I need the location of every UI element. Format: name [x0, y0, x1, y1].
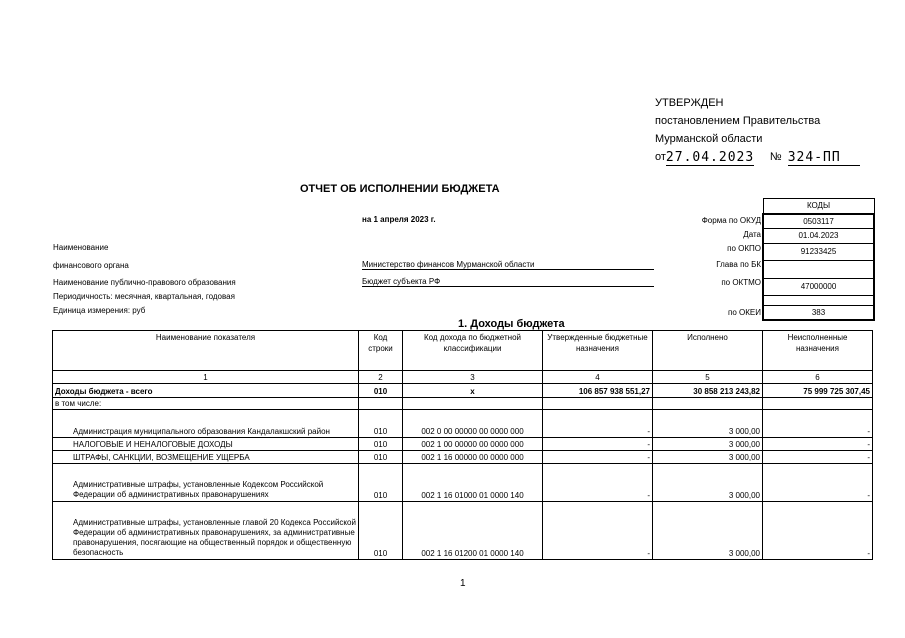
- row-name: НАЛОГОВЫЕ И НЕНАЛОГОВЫЕ ДОХОДЫ: [53, 438, 359, 451]
- row-kbk: 002 1 00 00000 00 0000 000: [403, 438, 543, 451]
- row-kbk: x: [403, 384, 543, 398]
- code-date: 01.04.2023: [763, 229, 874, 244]
- approval-from-label: от: [655, 151, 666, 163]
- row-unexecuted: -: [763, 464, 873, 502]
- codes-table: [762, 198, 875, 321]
- header-kbk: Код дохода по бюджетной классификации: [403, 331, 543, 371]
- code-okei: 383: [763, 305, 874, 320]
- label-glava: Глава по БК: [716, 260, 761, 269]
- approval-number-label: №: [769, 151, 782, 163]
- row-code: 010: [359, 384, 403, 398]
- row-approved: [543, 398, 653, 410]
- approval-number: 324-ПП: [788, 150, 860, 166]
- row-unexecuted: [763, 398, 873, 410]
- approval-block: [655, 94, 860, 166]
- row-kbk: 002 1 16 01000 01 0000 140: [403, 464, 543, 502]
- label-name: Наименование: [53, 243, 109, 252]
- row-code: 010: [359, 502, 403, 560]
- row-approved: 106 857 938 551,27: [543, 384, 653, 398]
- row-name: Администрация муниципального образования Кандалакшский район: [53, 410, 359, 438]
- approval-date: 27.04.2023: [665, 150, 755, 165]
- label-fin-org: финансового органа: [53, 261, 129, 270]
- label-periodicity: Периодичность: месячная, квартальная, годовая: [53, 292, 235, 301]
- header-name: Наименование показателя: [53, 331, 359, 371]
- row-kbk: 002 1 16 00000 00 0000 000: [403, 451, 543, 464]
- row-unexecuted: 75 999 725 307,45: [763, 384, 873, 398]
- row-code: 010: [359, 451, 403, 464]
- row-executed: 30 858 213 243,82: [653, 384, 763, 398]
- label-okpo: по ОКПО: [727, 244, 761, 253]
- row-approved: -: [543, 451, 653, 464]
- row-executed: 3 000,00: [653, 438, 763, 451]
- table-row: [53, 398, 873, 410]
- row-unexecuted: -: [763, 410, 873, 438]
- table-row: [53, 410, 873, 438]
- page-number: 1: [460, 578, 466, 589]
- label-okud: Форма по ОКУД: [701, 216, 761, 225]
- code-blank: [763, 295, 874, 305]
- row-kbk: 002 1 16 01200 01 0000 140: [403, 502, 543, 560]
- row-executed: 3 000,00: [653, 464, 763, 502]
- label-okei: по ОКЕИ: [728, 308, 761, 317]
- header-unexecuted: Неисполненные назначения: [763, 331, 873, 371]
- table-number-row: [53, 371, 873, 384]
- row-name: в том числе:: [53, 398, 359, 410]
- table-row: [53, 451, 873, 464]
- row-code: 010: [359, 438, 403, 451]
- report-date: на 1 апреля 2023 г.: [362, 215, 436, 224]
- row-executed: 3 000,00: [653, 451, 763, 464]
- codes-header: КОДЫ: [763, 199, 874, 214]
- code-oktmo: 47000000: [763, 278, 874, 295]
- row-code: 010: [359, 410, 403, 438]
- row-unexecuted: -: [763, 438, 873, 451]
- row-executed: [653, 398, 763, 410]
- section-title: 1. Доходы бюджета: [458, 318, 565, 330]
- row-approved: -: [543, 438, 653, 451]
- col-number: 1: [53, 371, 359, 384]
- row-kbk: 002 0 00 00000 00 0000 000: [403, 410, 543, 438]
- label-ppo: Наименование публично-правового образования: [53, 278, 236, 287]
- row-executed: 3 000,00: [653, 502, 763, 560]
- approval-line1: УТВЕРЖДЕН: [655, 97, 724, 109]
- code-glava: [763, 260, 874, 278]
- header-code: Код строки: [359, 331, 403, 371]
- row-approved: -: [543, 410, 653, 438]
- approval-line3: Мурманской области: [655, 133, 763, 145]
- row-kbk: [403, 398, 543, 410]
- col-number: 6: [763, 371, 873, 384]
- col-number: 3: [403, 371, 543, 384]
- header-executed: Исполнено: [653, 331, 763, 371]
- row-name: Доходы бюджета - всего: [53, 384, 359, 398]
- income-table: [52, 330, 873, 560]
- row-approved: -: [543, 502, 653, 560]
- label-oktmo: по ОКТМО: [721, 278, 761, 287]
- row-unexecuted: -: [763, 502, 873, 560]
- fin-org-value: Министерство финансов Мурманской области: [362, 260, 654, 270]
- col-number: 4: [543, 371, 653, 384]
- report-title: ОТЧЕТ ОБ ИСПОЛНЕНИИ БЮДЖЕТА: [300, 183, 500, 195]
- row-name: Административные штрафы, установленные Кодексом Российской Федерации об административных правонарушениях: [53, 464, 359, 502]
- approval-line2: постановлением Правительства: [655, 115, 821, 127]
- col-number: 2: [359, 371, 403, 384]
- label-unit: Единица измерения: руб: [53, 306, 146, 315]
- row-code: [359, 398, 403, 410]
- label-date: Дата: [743, 230, 761, 239]
- table-row: [53, 502, 873, 560]
- ppo-value: Бюджет субъекта РФ: [362, 277, 654, 287]
- header-approved: Утвержденные бюджетные назначения: [543, 331, 653, 371]
- row-executed: 3 000,00: [653, 410, 763, 438]
- row-name: Административные штрафы, установленные главой 20 Кодекса Российской Федерации об административных правонарушениях, за административные правонарушения, посягающие на общественный порядок и общественную безопасность: [53, 502, 359, 560]
- table-header-row: [53, 331, 873, 371]
- table-row: [53, 384, 873, 398]
- row-unexecuted: -: [763, 451, 873, 464]
- table-row: [53, 438, 873, 451]
- col-number: 5: [653, 371, 763, 384]
- approval-date-number: [655, 148, 860, 166]
- row-approved: -: [543, 464, 653, 502]
- row-code: 010: [359, 464, 403, 502]
- code-okpo: 91233425: [763, 243, 874, 260]
- row-name: ШТРАФЫ, САНКЦИИ, ВОЗМЕЩЕНИЕ УЩЕРБА: [53, 451, 359, 464]
- table-row: [53, 464, 873, 502]
- code-okud: 0503117: [763, 214, 874, 229]
